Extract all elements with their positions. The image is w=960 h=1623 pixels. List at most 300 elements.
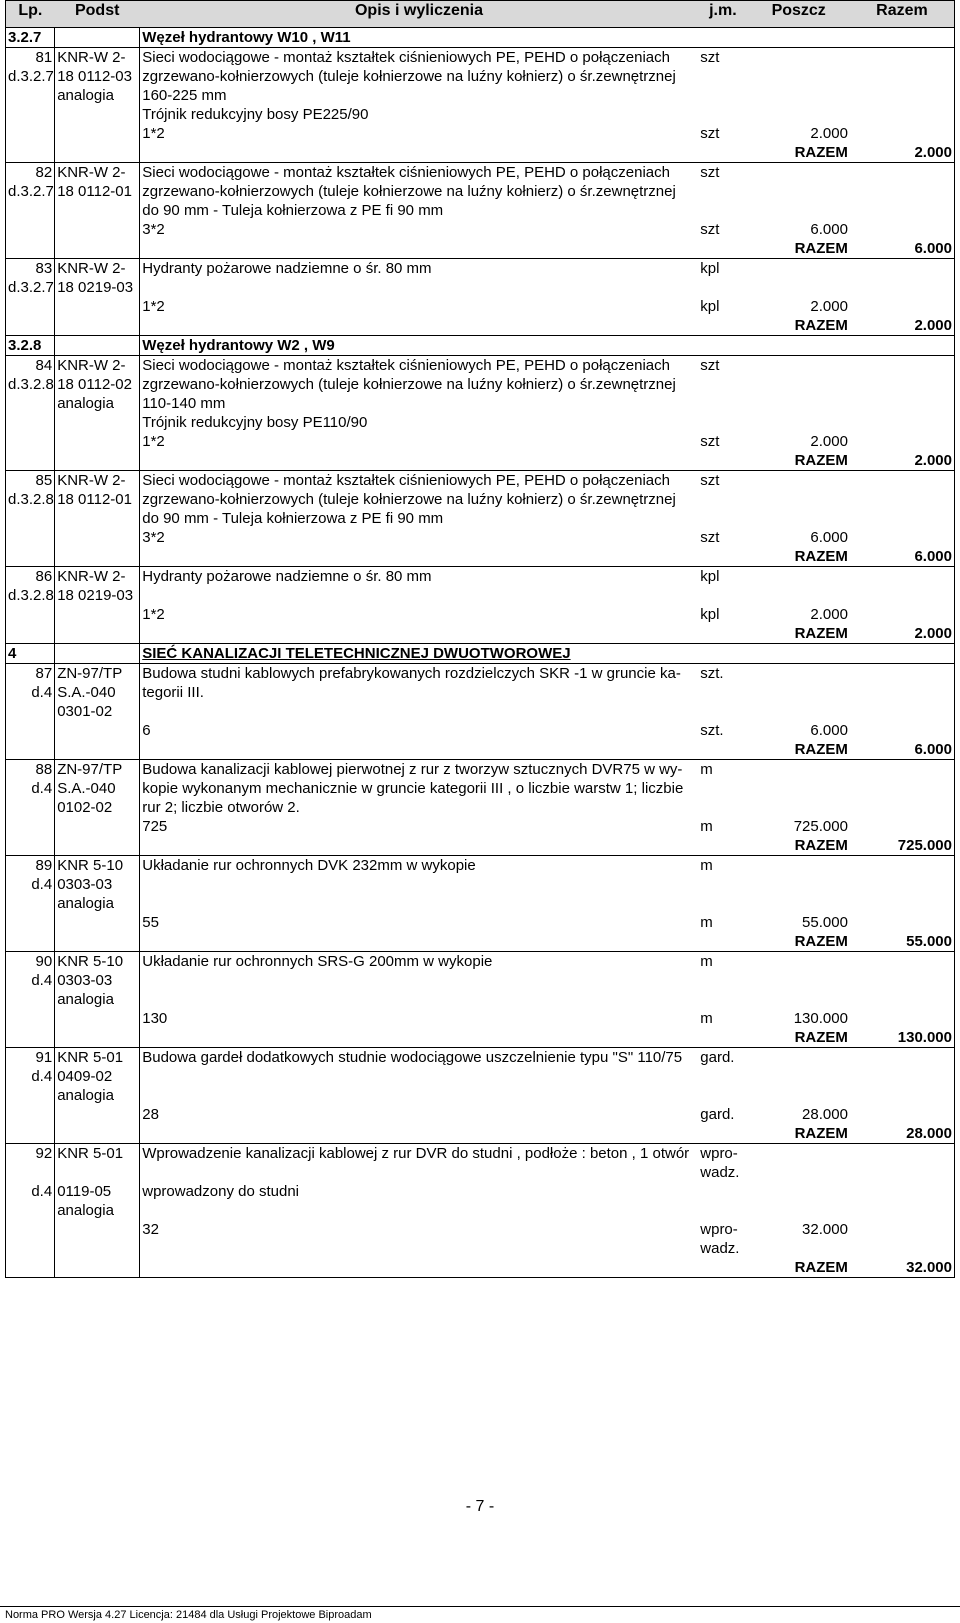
total-value: 2.000 — [850, 143, 955, 163]
position-unit: wpro- wadz. — [698, 1144, 747, 1183]
position-description: Trójnik redukcyjny bosy PE225/90 — [142, 106, 369, 123]
position-ref: d.3.2.8 — [6, 586, 55, 605]
position-number: 89 — [6, 856, 55, 876]
calc-lp-empty — [6, 528, 55, 547]
position-line — [6, 760, 955, 780]
position-poszcz-empty — [747, 1144, 849, 1183]
calculation-unit: m — [700, 818, 713, 835]
position-poszcz-empty — [747, 105, 849, 124]
calculation-quantity: 2.000 — [810, 298, 848, 315]
calculation-unit: kpl — [700, 606, 720, 623]
position-ref — [6, 509, 55, 528]
position-unit — [698, 894, 747, 913]
position-ref: d.4 — [6, 971, 55, 990]
position-line — [6, 875, 955, 894]
position-unit: m — [698, 760, 747, 780]
calc-lp-empty — [6, 124, 55, 143]
header-opis: Opis i wyliczenia — [140, 1, 699, 28]
position-line — [6, 971, 955, 990]
position-unit — [698, 278, 747, 297]
section-empty — [850, 336, 955, 356]
position-description: 160-225 mm — [142, 87, 227, 104]
table-body — [6, 28, 955, 1278]
position-basis: S.A.-040 — [55, 779, 140, 798]
position-unit — [698, 375, 747, 394]
total-jm-empty — [698, 624, 747, 644]
position-description: do 90 mm - Tuleja kołnierzowa z PE fi 90 mm — [142, 510, 444, 527]
position-basis: KNR 5-01 — [55, 1144, 140, 1183]
calc-lp-empty — [6, 1009, 55, 1028]
calculation-expression: 3*2 — [142, 221, 165, 238]
position-basis: 18 0219-03 — [55, 586, 140, 605]
total-row — [6, 932, 955, 952]
total-opis-empty — [140, 451, 699, 471]
total-value: 28.000 — [850, 1124, 955, 1144]
total-podst-empty — [55, 143, 140, 163]
position-poszcz-empty — [747, 356, 849, 376]
position-description: tegorii III. — [142, 684, 204, 701]
position-line — [6, 856, 955, 876]
total-lp-empty — [6, 451, 55, 471]
total-opis-empty — [140, 1258, 699, 1278]
position-description — [140, 1067, 699, 1086]
total-opis-empty — [140, 547, 699, 567]
position-line — [6, 894, 955, 913]
position-ref: d.4 — [6, 875, 55, 894]
total-label: RAZEM — [794, 1029, 848, 1046]
position-basis: 0119-05 — [55, 1182, 140, 1201]
position-unit: szt. — [698, 664, 747, 684]
position-description: Hydranty pożarowe nadziemne o śr. 80 mm — [140, 259, 699, 279]
position-number: 90 — [6, 952, 55, 972]
position-poszcz-empty — [747, 1201, 849, 1220]
calc-razem-empty — [850, 1009, 955, 1028]
calculation-row — [6, 124, 955, 143]
position-unit — [698, 509, 747, 528]
position-unit — [698, 702, 747, 721]
position-ref: d.4 — [6, 683, 55, 702]
position-ref: d.3.2.7 — [6, 182, 55, 201]
position-description: Sieci wodociągowe - montaż kształtek ciśnieniowych PE, PEHD o połączeniach — [140, 356, 699, 376]
section-title: SIEĆ KANALIZACJI TELETECHNICZNEJ DWUOTWOROWEJ — [140, 644, 699, 664]
total-jm-empty — [698, 1028, 747, 1048]
position-unit — [698, 490, 747, 509]
position-basis: 18 0219-03 — [55, 278, 140, 297]
position-ref: d.3.2.8 — [6, 375, 55, 394]
total-jm-empty — [698, 316, 747, 336]
total-lp-empty — [6, 143, 55, 163]
position-ref: d.3.2.7 — [6, 278, 55, 297]
position-poszcz-empty — [747, 760, 849, 780]
section-empty — [850, 28, 955, 48]
position-poszcz-empty — [747, 702, 849, 721]
position-poszcz-empty — [747, 683, 849, 702]
total-jm-empty — [698, 836, 747, 856]
table-header — [6, 1, 955, 28]
position-basis: KNR-W 2- — [55, 48, 140, 68]
position-razem-empty — [850, 798, 955, 817]
total-opis-empty — [140, 1028, 699, 1048]
position-basis: KNR-W 2- — [55, 356, 140, 376]
total-jm-empty — [698, 143, 747, 163]
position-razem-empty — [850, 875, 955, 894]
position-unit: m — [698, 952, 747, 972]
calculation-unit: szt — [700, 221, 720, 238]
position-basis: 18 0112-01 — [55, 182, 140, 201]
position-razem-empty — [850, 278, 955, 297]
position-basis: 0303-03 — [55, 971, 140, 990]
position-line — [6, 798, 955, 817]
total-lp-empty — [6, 624, 55, 644]
total-podst-empty — [55, 624, 140, 644]
total-value: 725.000 — [850, 836, 955, 856]
position-basis: analogia — [55, 894, 140, 913]
position-basis: ZN-97/TP — [55, 664, 140, 684]
position-poszcz-empty — [747, 67, 849, 86]
position-unit — [698, 586, 747, 605]
position-poszcz-empty — [747, 1086, 849, 1105]
total-row — [6, 1124, 955, 1144]
total-value: 6.000 — [850, 547, 955, 567]
calculation-quantity: 2.000 — [810, 433, 848, 450]
position-unit: szt — [698, 163, 747, 183]
position-unit: gard. — [698, 1048, 747, 1068]
calc-razem-empty — [850, 297, 955, 316]
calculation-unit: m — [700, 1010, 713, 1027]
calculation-quantity: 6.000 — [810, 722, 848, 739]
position-number: 87 — [6, 664, 55, 684]
section-row — [6, 28, 955, 48]
total-lp-empty — [6, 1258, 55, 1278]
page-number: - 7 - — [465, 1498, 495, 1515]
position-poszcz-empty — [747, 1067, 849, 1086]
position-ref — [6, 86, 55, 105]
total-label: RAZEM — [747, 1258, 849, 1278]
calc-podst-empty — [55, 432, 140, 451]
position-basis: S.A.-040 — [55, 683, 140, 702]
total-row — [6, 624, 955, 644]
calculation-expression: 28 — [142, 1106, 159, 1123]
position-poszcz-empty — [747, 163, 849, 183]
position-description: Układanie rur ochronnych SRS-G 200mm w wykopie — [140, 952, 699, 972]
position-razem-empty — [850, 1182, 955, 1201]
position-description: Sieci wodociągowe - montaż kształtek ciśnieniowych PE, PEHD o połączeniach — [140, 48, 699, 68]
position-line — [6, 394, 955, 413]
total-value: 130.000 — [850, 1028, 955, 1048]
position-basis: KNR-W 2- — [55, 259, 140, 279]
position-razem-empty — [850, 894, 955, 913]
section-row — [6, 644, 955, 664]
position-line — [6, 779, 955, 798]
calculation-expression: 6 — [142, 722, 151, 739]
header-razem: Razem — [850, 1, 955, 28]
position-basis: 18 0112-03 — [55, 67, 140, 86]
total-podst-empty — [55, 316, 140, 336]
position-razem-empty — [850, 856, 955, 876]
position-basis: analogia — [55, 394, 140, 413]
total-label: RAZEM — [794, 625, 848, 642]
calc-razem-empty — [850, 1105, 955, 1124]
total-podst-empty — [55, 932, 140, 952]
calculation-row — [6, 432, 955, 451]
position-razem-empty — [850, 105, 955, 124]
section-number: 3.2.7 — [6, 28, 55, 48]
position-razem-empty — [850, 1201, 955, 1220]
position-razem-empty — [850, 586, 955, 605]
total-value: 6.000 — [850, 239, 955, 259]
position-line — [6, 990, 955, 1009]
position-number: 88 — [6, 760, 55, 780]
position-razem-empty — [850, 952, 955, 972]
position-unit — [698, 1182, 747, 1201]
total-lp-empty — [6, 740, 55, 760]
calculation-row — [6, 913, 955, 932]
position-poszcz-empty — [747, 375, 849, 394]
calculation-unit: wpro- wadz. — [700, 1221, 740, 1257]
position-line — [6, 1201, 955, 1220]
total-label: RAZEM — [794, 1125, 848, 1142]
total-value: 2.000 — [850, 316, 955, 336]
section-podst-cell — [55, 336, 140, 356]
position-unit — [698, 394, 747, 413]
calc-podst-empty — [55, 1009, 140, 1028]
position-description: kopie wykonanym mechanicznie w gruncie kategorii III , o liczbie warstw 1; liczbie — [142, 780, 684, 797]
position-line — [6, 278, 955, 297]
position-description: zgrzewano-kołnierzowych (tuleje kołnierzowe na luźny kołnierz) o śr.zewnętrznej — [142, 376, 676, 393]
total-value: 6.000 — [850, 740, 955, 760]
calc-lp-empty — [6, 297, 55, 316]
position-unit: kpl — [698, 259, 747, 279]
position-unit: m — [698, 856, 747, 876]
total-jm-empty — [698, 932, 747, 952]
total-label: RAZEM — [794, 144, 848, 161]
header-poszcz: Poszcz — [747, 1, 849, 28]
position-description: Budowa gardeł dodatkowych studnie wodociągowe uszczelnienie typu "S" 110/75 — [140, 1048, 699, 1068]
position-ref — [6, 894, 55, 913]
total-label: RAZEM — [794, 837, 848, 854]
position-description: Sieci wodociągowe - montaż kształtek ciśnieniowych PE, PEHD o połączeniach — [140, 163, 699, 183]
position-description — [140, 990, 699, 1009]
total-lp-empty — [6, 932, 55, 952]
total-row — [6, 740, 955, 760]
total-row — [6, 316, 955, 336]
position-description: Budowa kanalizacji kablowej pierwotnej z rur z tworzyw sztucznych DVR75 w wy- — [140, 760, 699, 780]
license-footer: Norma PRO Wersja 4.27 Licencja: 21484 dla Usługi Projektowe Biproadam — [0, 1606, 960, 1621]
position-razem-empty — [850, 413, 955, 432]
position-basis — [55, 509, 140, 528]
calculation-quantity: 32.000 — [802, 1221, 848, 1238]
position-poszcz-empty — [747, 664, 849, 684]
position-ref — [6, 702, 55, 721]
section-empty — [747, 336, 849, 356]
section-empty — [747, 28, 849, 48]
position-razem-empty — [850, 356, 955, 376]
position-ref: d.3.2.7 — [6, 67, 55, 86]
position-poszcz-empty — [747, 1182, 849, 1201]
position-line — [6, 1067, 955, 1086]
position-razem-empty — [850, 182, 955, 201]
calculation-expression: 3*2 — [142, 529, 165, 546]
calculation-row — [6, 1220, 955, 1258]
cost-estimate-table — [5, 0, 955, 1278]
position-ref — [6, 201, 55, 220]
total-lp-empty — [6, 1028, 55, 1048]
position-line — [6, 413, 955, 432]
position-unit — [698, 86, 747, 105]
calculation-row — [6, 297, 955, 316]
position-unit — [698, 990, 747, 1009]
total-opis-empty — [140, 740, 699, 760]
position-razem-empty — [850, 990, 955, 1009]
position-basis: analogia — [55, 990, 140, 1009]
position-line — [6, 1086, 955, 1105]
position-description: 110-140 mm — [142, 395, 226, 412]
position-poszcz-empty — [747, 971, 849, 990]
total-jm-empty — [698, 740, 747, 760]
position-unit — [698, 798, 747, 817]
position-number: 85 — [6, 471, 55, 491]
calculation-row — [6, 721, 955, 740]
calc-podst-empty — [55, 721, 140, 740]
calculation-expression: 1*2 — [142, 606, 165, 623]
calculation-unit: szt — [700, 529, 720, 546]
position-line — [6, 702, 955, 721]
position-basis: KNR-W 2- — [55, 163, 140, 183]
position-unit: kpl — [698, 567, 747, 587]
position-razem-empty — [850, 664, 955, 684]
position-description — [140, 1201, 699, 1220]
position-poszcz-empty — [747, 894, 849, 913]
total-jm-empty — [698, 1258, 747, 1278]
position-line — [6, 201, 955, 220]
position-number: 83 — [6, 259, 55, 279]
total-label: RAZEM — [794, 741, 848, 758]
position-ref — [6, 105, 55, 124]
position-razem-empty — [850, 490, 955, 509]
calc-razem-empty — [850, 124, 955, 143]
position-razem-empty — [850, 259, 955, 279]
total-lp-empty — [6, 239, 55, 259]
calc-podst-empty — [55, 220, 140, 239]
position-ref — [6, 798, 55, 817]
total-lp-empty — [6, 836, 55, 856]
position-poszcz-empty — [747, 201, 849, 220]
position-poszcz-empty — [747, 413, 849, 432]
calc-razem-empty — [850, 220, 955, 239]
calculation-unit: gard. — [700, 1106, 735, 1123]
position-number: 86 — [6, 567, 55, 587]
header-podst: Podst — [55, 1, 140, 28]
position-ref: d.3.2.8 — [6, 490, 55, 509]
position-description: Układanie rur ochronnych DVK 232mm w wykopie — [140, 856, 699, 876]
calculation-unit: m — [700, 914, 713, 931]
position-line — [6, 1048, 955, 1068]
position-basis: ZN-97/TP — [55, 760, 140, 780]
total-value: 2.000 — [850, 451, 955, 471]
position-description — [140, 894, 699, 913]
total-podst-empty — [55, 1124, 140, 1144]
calculation-expression: 1*2 — [142, 298, 165, 315]
total-label: RAZEM — [794, 240, 848, 257]
total-podst-empty — [55, 1028, 140, 1048]
calc-razem-empty — [850, 1220, 955, 1258]
section-empty — [698, 336, 747, 356]
position-basis: analogia — [55, 1086, 140, 1105]
total-opis-empty — [140, 624, 699, 644]
position-number: 84 — [6, 356, 55, 376]
position-poszcz-empty — [747, 856, 849, 876]
section-number: 4 — [6, 644, 55, 664]
calculation-expression: 55 — [142, 914, 159, 931]
calc-podst-empty — [55, 605, 140, 624]
total-label: RAZEM — [794, 548, 848, 565]
position-poszcz-empty — [747, 182, 849, 201]
position-poszcz-empty — [747, 259, 849, 279]
calc-razem-empty — [850, 721, 955, 740]
position-basis: 0301-02 — [55, 702, 140, 721]
position-line — [6, 490, 955, 509]
position-basis: KNR 5-01 — [55, 1048, 140, 1068]
position-razem-empty — [850, 683, 955, 702]
total-row — [6, 451, 955, 471]
position-poszcz-empty — [747, 798, 849, 817]
calculation-expression: 1*2 — [142, 433, 165, 450]
position-line — [6, 259, 955, 279]
position-line — [6, 683, 955, 702]
position-number: 81 — [6, 48, 55, 68]
position-description: wprowadzony do studni — [142, 1183, 299, 1200]
position-description: Hydranty pożarowe nadziemne o śr. 80 mm — [140, 567, 699, 587]
total-jm-empty — [698, 547, 747, 567]
position-ref — [6, 1201, 55, 1220]
calc-lp-empty — [6, 721, 55, 740]
position-number: 82 — [6, 163, 55, 183]
total-podst-empty — [55, 451, 140, 471]
calculation-unit: szt. — [700, 722, 724, 739]
total-opis-empty — [140, 239, 699, 259]
total-jm-empty — [698, 451, 747, 471]
position-razem-empty — [850, 1144, 955, 1183]
total-row — [6, 1028, 955, 1048]
position-razem-empty — [850, 509, 955, 528]
position-number: 91 — [6, 1048, 55, 1068]
calculation-expression: 1*2 — [142, 125, 165, 142]
calc-razem-empty — [850, 817, 955, 836]
position-razem-empty — [850, 567, 955, 587]
position-number: 92 — [6, 1144, 55, 1183]
position-unit — [698, 182, 747, 201]
calc-razem-empty — [850, 605, 955, 624]
position-razem-empty — [850, 471, 955, 491]
calc-podst-empty — [55, 1105, 140, 1124]
position-unit — [698, 67, 747, 86]
position-line — [6, 664, 955, 684]
calc-razem-empty — [850, 913, 955, 932]
position-poszcz-empty — [747, 509, 849, 528]
position-unit — [698, 1067, 747, 1086]
position-razem-empty — [850, 394, 955, 413]
total-row — [6, 547, 955, 567]
position-poszcz-empty — [747, 990, 849, 1009]
calc-razem-empty — [850, 528, 955, 547]
position-unit — [698, 971, 747, 990]
section-title: Węzeł hydrantowy W10 , W11 — [140, 28, 699, 48]
position-line — [6, 567, 955, 587]
calc-podst-empty — [55, 817, 140, 836]
total-row — [6, 1258, 955, 1278]
position-line — [6, 586, 955, 605]
calc-lp-empty — [6, 605, 55, 624]
